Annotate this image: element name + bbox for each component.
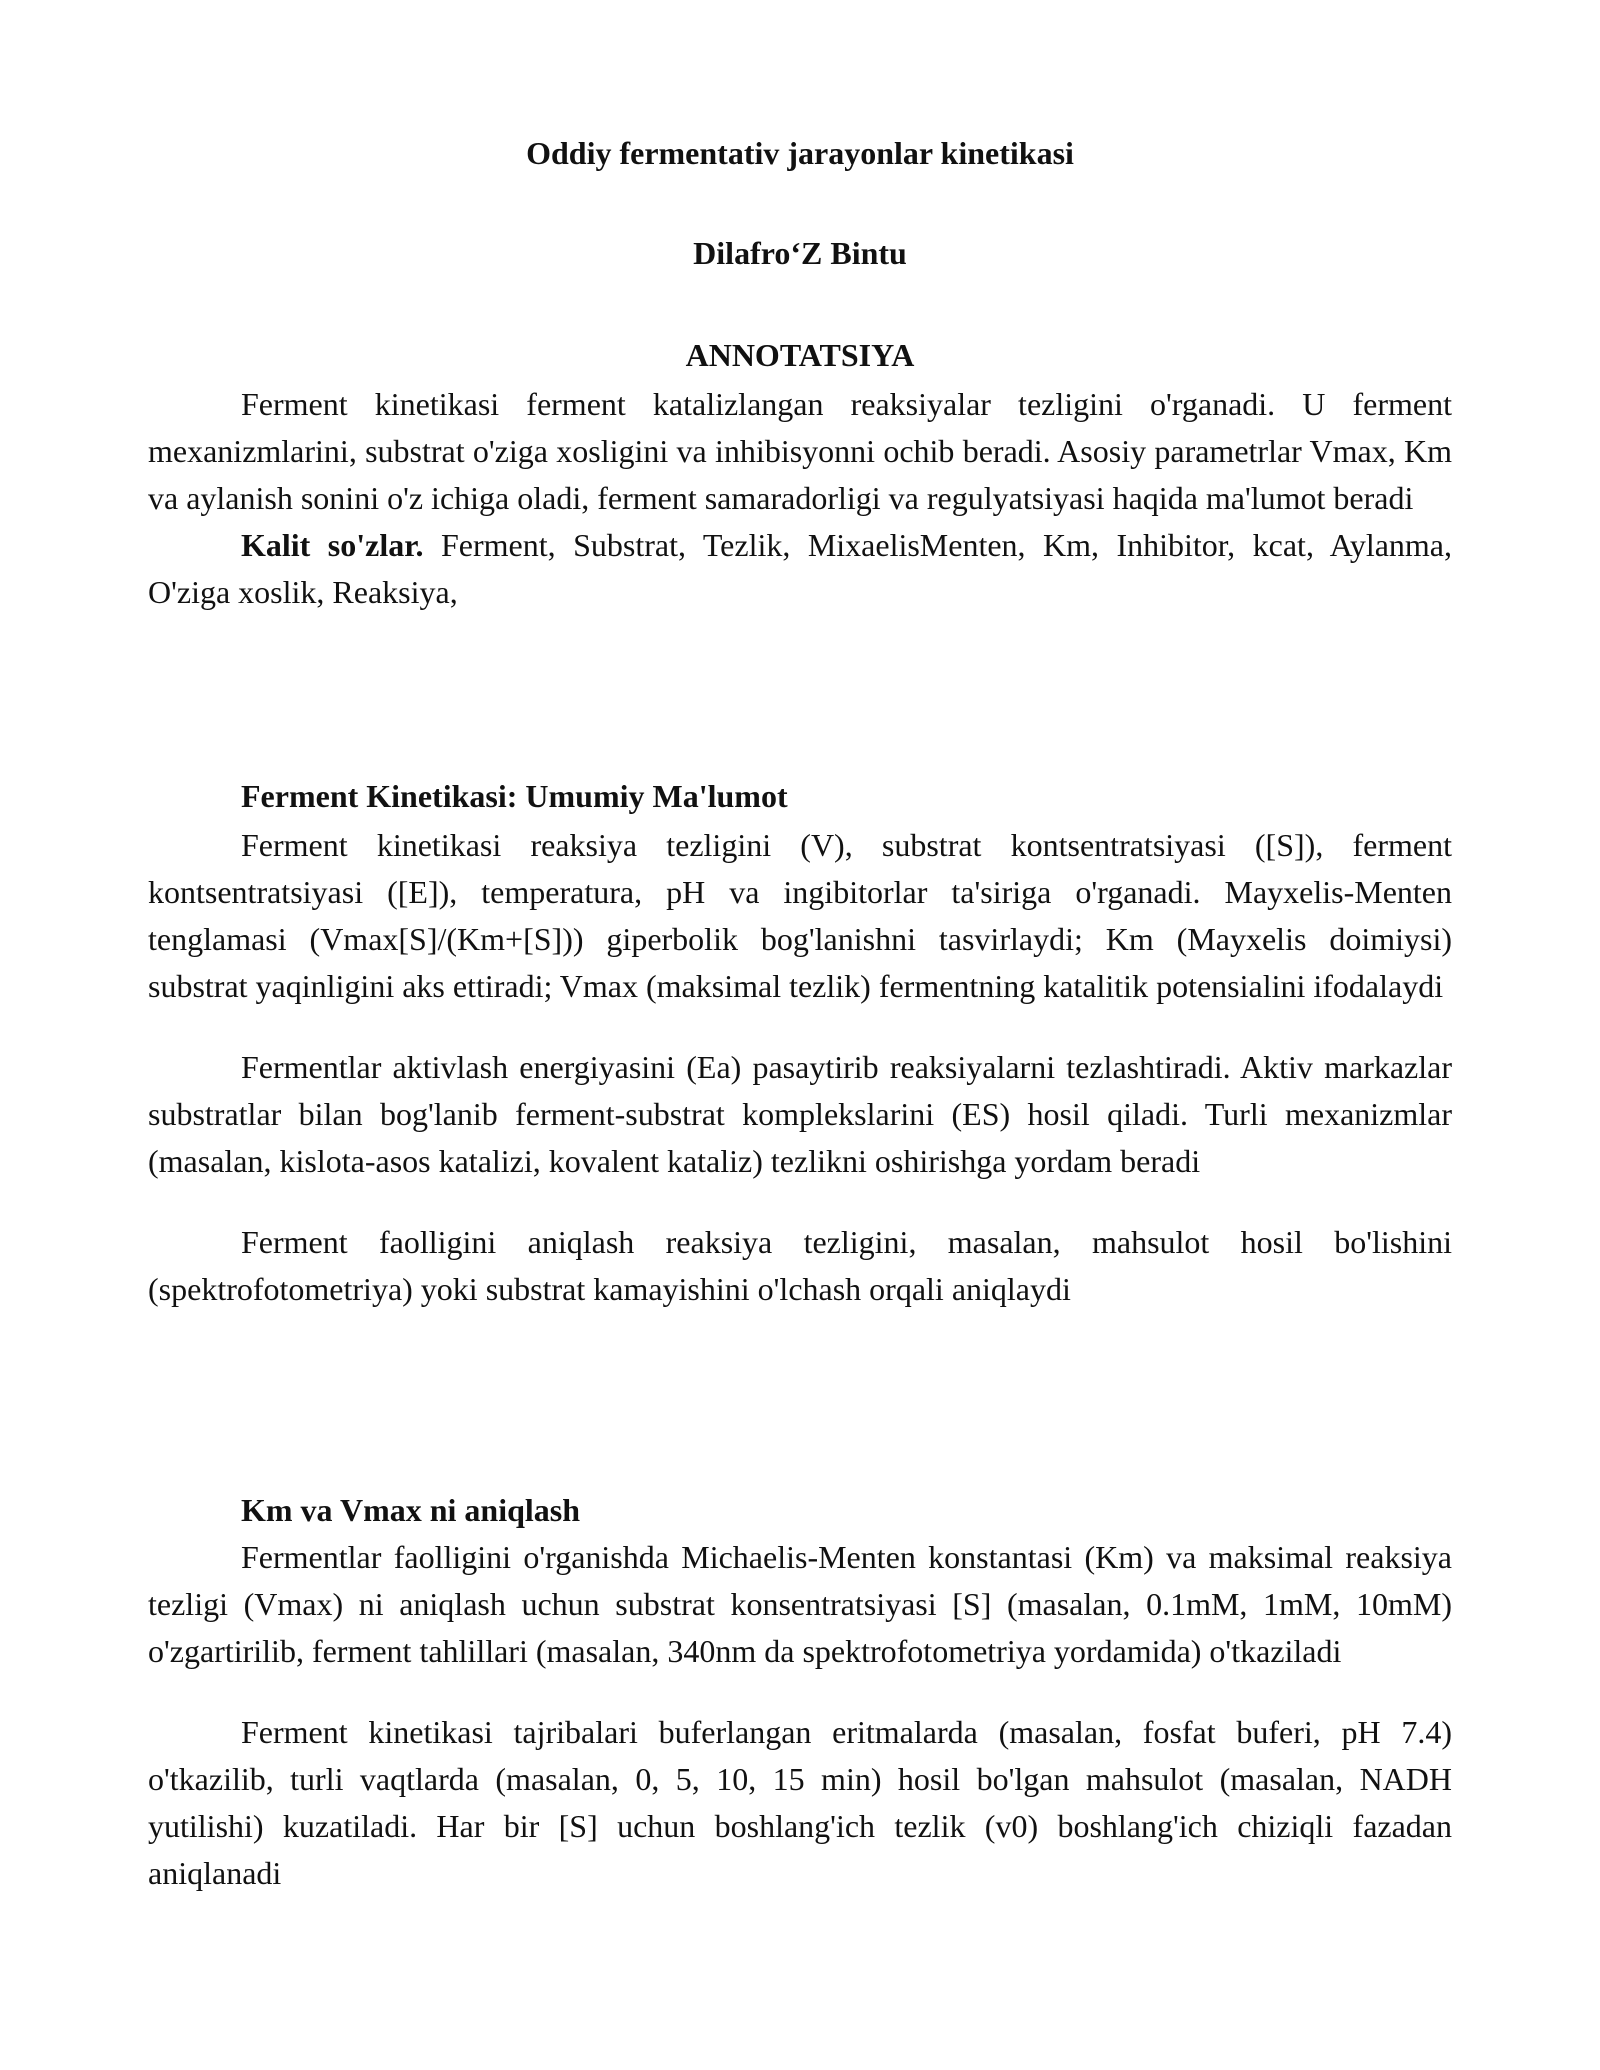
author-name: Dilafro‘Z Bintu: [693, 235, 907, 271]
paragraph: Fermentlar aktivlash energiyasini (Ea) pasaytirib reaksiyalarni tezlashtiradi. Aktiv markazlar substratlar bilan bog'lanib ferment-substrat komplekslarini (ES) hosil qiladi. Turli mexanizmlar (masalan, kislota-asos katalizi, kovalent kataliz) tezlikni oshirishga yordam beradi: [148, 1049, 1452, 1179]
annotation-heading: ANNOTATSIYA: [685, 337, 915, 373]
paragraph: Fermentlar faolligini o'rganishda Michaelis-Menten konstantasi (Km) va maksimal reaksiya tezligi (Vmax) ni aniqlash uchun substrat konsentratsiyasi [S] (masalan, 0.1mM, 1mM, 10mM) o'zgartirilib, ferment tahlillari (masalan, 340nm da spektrofotometriya yordamida) o'tkaziladi: [148, 1539, 1452, 1669]
keywords-list: Ferment, Substrat, Tezlik, MixaelisMenten, Km, Inhibitor, kcat, Aylanma, O'ziga xoslik, Reaksiya,: [148, 527, 1453, 610]
annotation-block: [148, 381, 1452, 616]
section-overview-body: [148, 822, 1452, 1313]
paragraph: Ferment faolligini aniqlash reaksiya tezligini, masalan, mahsulot hosil bo'lishini (spektrofotometriya) yoki substrat kamayishini o'lchash orqali aniqlaydi: [148, 1224, 1452, 1307]
section-heading-overview: Ferment Kinetikasi: Umumiy Ma'lumot: [241, 778, 788, 814]
keywords-paragraph: [148, 522, 1452, 616]
paragraph: Ferment kinetikasi tajribalari buferlangan eritmalarda (masalan, fosfat buferi, pH 7.4) o'tkazilib, turli vaqtlarda (masalan, 0, 5, 10, 15 min) hosil bo'lgan mahsulot (masalan, NADH yutilishi) kuzatiladi. Har bir [S] uchun boshlang'ich tezlik (v0) boshlang'ich chiziqli fazadan aniqlanadi: [148, 1714, 1452, 1891]
section-km-vmax-body: [148, 1534, 1452, 1897]
section-heading-km-vmax: Km va Vmax ni aniqlash: [241, 1492, 581, 1528]
annotation-text: Ferment kinetikasi ferment katalizlangan reaksiyalar tezligini o'rganadi. U ferment mexanizmlarini, substrat o'ziga xosligini va inhibisyonni ochib beradi. Asosiy parametrlar Vmax, Km va aylanish sonini o'z ichiga oladi, ferment samaradorligi va regulyatsiyasi haqida ma'lumot beradi: [148, 386, 1452, 516]
paragraph: Ferment kinetikasi reaksiya tezligini (V), substrat kontsentratsiyasi ([S]), ferment kontsentratsiyasi ([E]), temperatura, pH va ingibitorlar ta'siriga o'rganadi. Mayxelis-Menten tenglamasi (Vmax[S]/(Km+[S])) giperbolik bog'lanishni tasvirlaydi; Km (Mayxelis doimiysi) substrat yaqinligini aks ettiradi; Vmax (maksimal tezlik) fermentning katalitik potensialini ifodalaydi: [148, 827, 1452, 1004]
document-title: Oddiy fermentativ jarayonlar kinetikasi: [526, 135, 1074, 171]
keywords-label: Kalit so'zlar.: [241, 527, 424, 563]
